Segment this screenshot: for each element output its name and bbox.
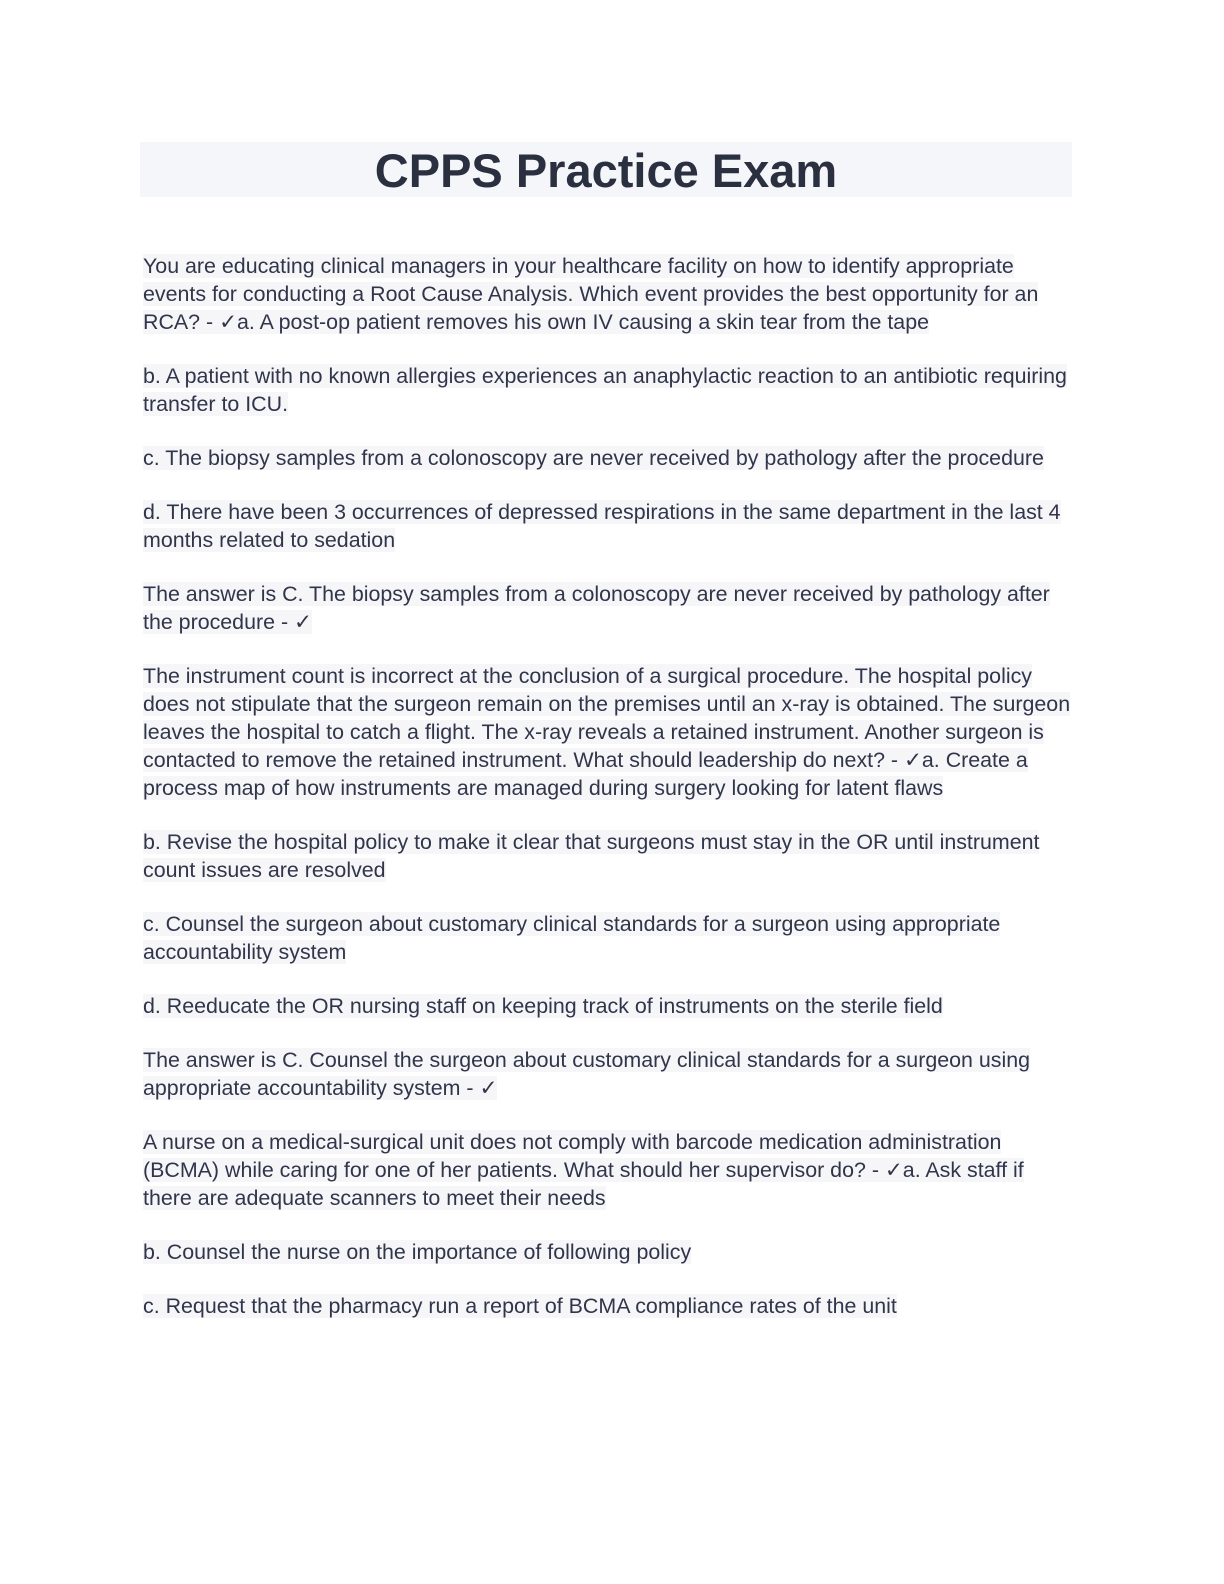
question-1-stem [143, 252, 1073, 336]
question-2-option-d [143, 992, 1073, 1020]
question-2-answer [143, 1046, 1073, 1102]
page-title: CPPS Practice Exam [374, 144, 838, 197]
question-2-option-c [143, 910, 1073, 966]
question-1-stem-text: You are educating clinical managers in your healthcare facility on how to identify appropriate events for conducting a Root Cause Analysis. Which event provides the best opportunity for an RCA? - ✓a. A post-op patient removes his own IV causing a skin tear from the tape [143, 254, 1039, 334]
question-2-option-b [143, 828, 1073, 884]
question-1-answer-text: The answer is C. The biopsy samples from a colonoscopy are never received by pathology after the procedure - ✓ [143, 582, 1050, 634]
question-3-option-b [143, 1238, 1073, 1266]
question-2-option-d-text: d. Reeducate the OR nursing staff on keeping track of instruments on the sterile field [143, 994, 943, 1018]
question-2-stem [143, 662, 1073, 802]
question-3-stem [143, 1128, 1073, 1212]
title-band [140, 142, 1072, 197]
question-1-answer [143, 580, 1073, 636]
question-1-option-c [143, 444, 1073, 472]
question-1-option-b [143, 362, 1073, 418]
question-3-option-c-text: c. Request that the pharmacy run a report of BCMA compliance rates of the unit [143, 1294, 897, 1318]
question-2-option-c-text: c. Counsel the surgeon about customary clinical standards for a surgeon using appropriate accountability system [143, 912, 1001, 964]
question-2-option-b-text: b. Revise the hospital policy to make it clear that surgeons must stay in the OR until instrument count issues are resolved [143, 830, 1040, 882]
question-3-option-b-text: b. Counsel the nurse on the importance of following policy [143, 1240, 692, 1264]
document-body [143, 252, 1073, 1346]
question-3-option-c [143, 1292, 1073, 1320]
question-1-option-c-text: c. The biopsy samples from a colonoscopy are never received by pathology after the procedure [143, 446, 1044, 470]
question-1-option-d [143, 498, 1073, 554]
question-1-option-b-text: b. A patient with no known allergies experiences an anaphylactic reaction to an antibiotic requiring transfer to ICU. [143, 364, 1067, 416]
question-2-answer-text: The answer is C. Counsel the surgeon about customary clinical standards for a surgeon using appropriate accountability system - ✓ [143, 1048, 1030, 1100]
question-2-stem-text: The instrument count is incorrect at the conclusion of a surgical procedure. The hospital policy does not stipulate that the surgeon remain on the premises until an x-ray is obtained. The surgeon leaves the hospital to catch a flight. The x-ray reveals a retained instrument. Another surgeon is contacted to remove the retained instrument. What should leadership do next? - ✓a. Create a process map of how instruments are managed during surgery looking for latent flaws [143, 664, 1071, 800]
question-1-option-d-text: d. There have been 3 occurrences of depressed respirations in the same department in the last 4 months related to sedation [143, 500, 1061, 552]
question-3-stem-text: A nurse on a medical-surgical unit does not comply with barcode medication administration (BCMA) while caring for one of her patients. What should her supervisor do? - ✓a. Ask staff if there are adequate scanners to meet their needs [143, 1130, 1024, 1210]
